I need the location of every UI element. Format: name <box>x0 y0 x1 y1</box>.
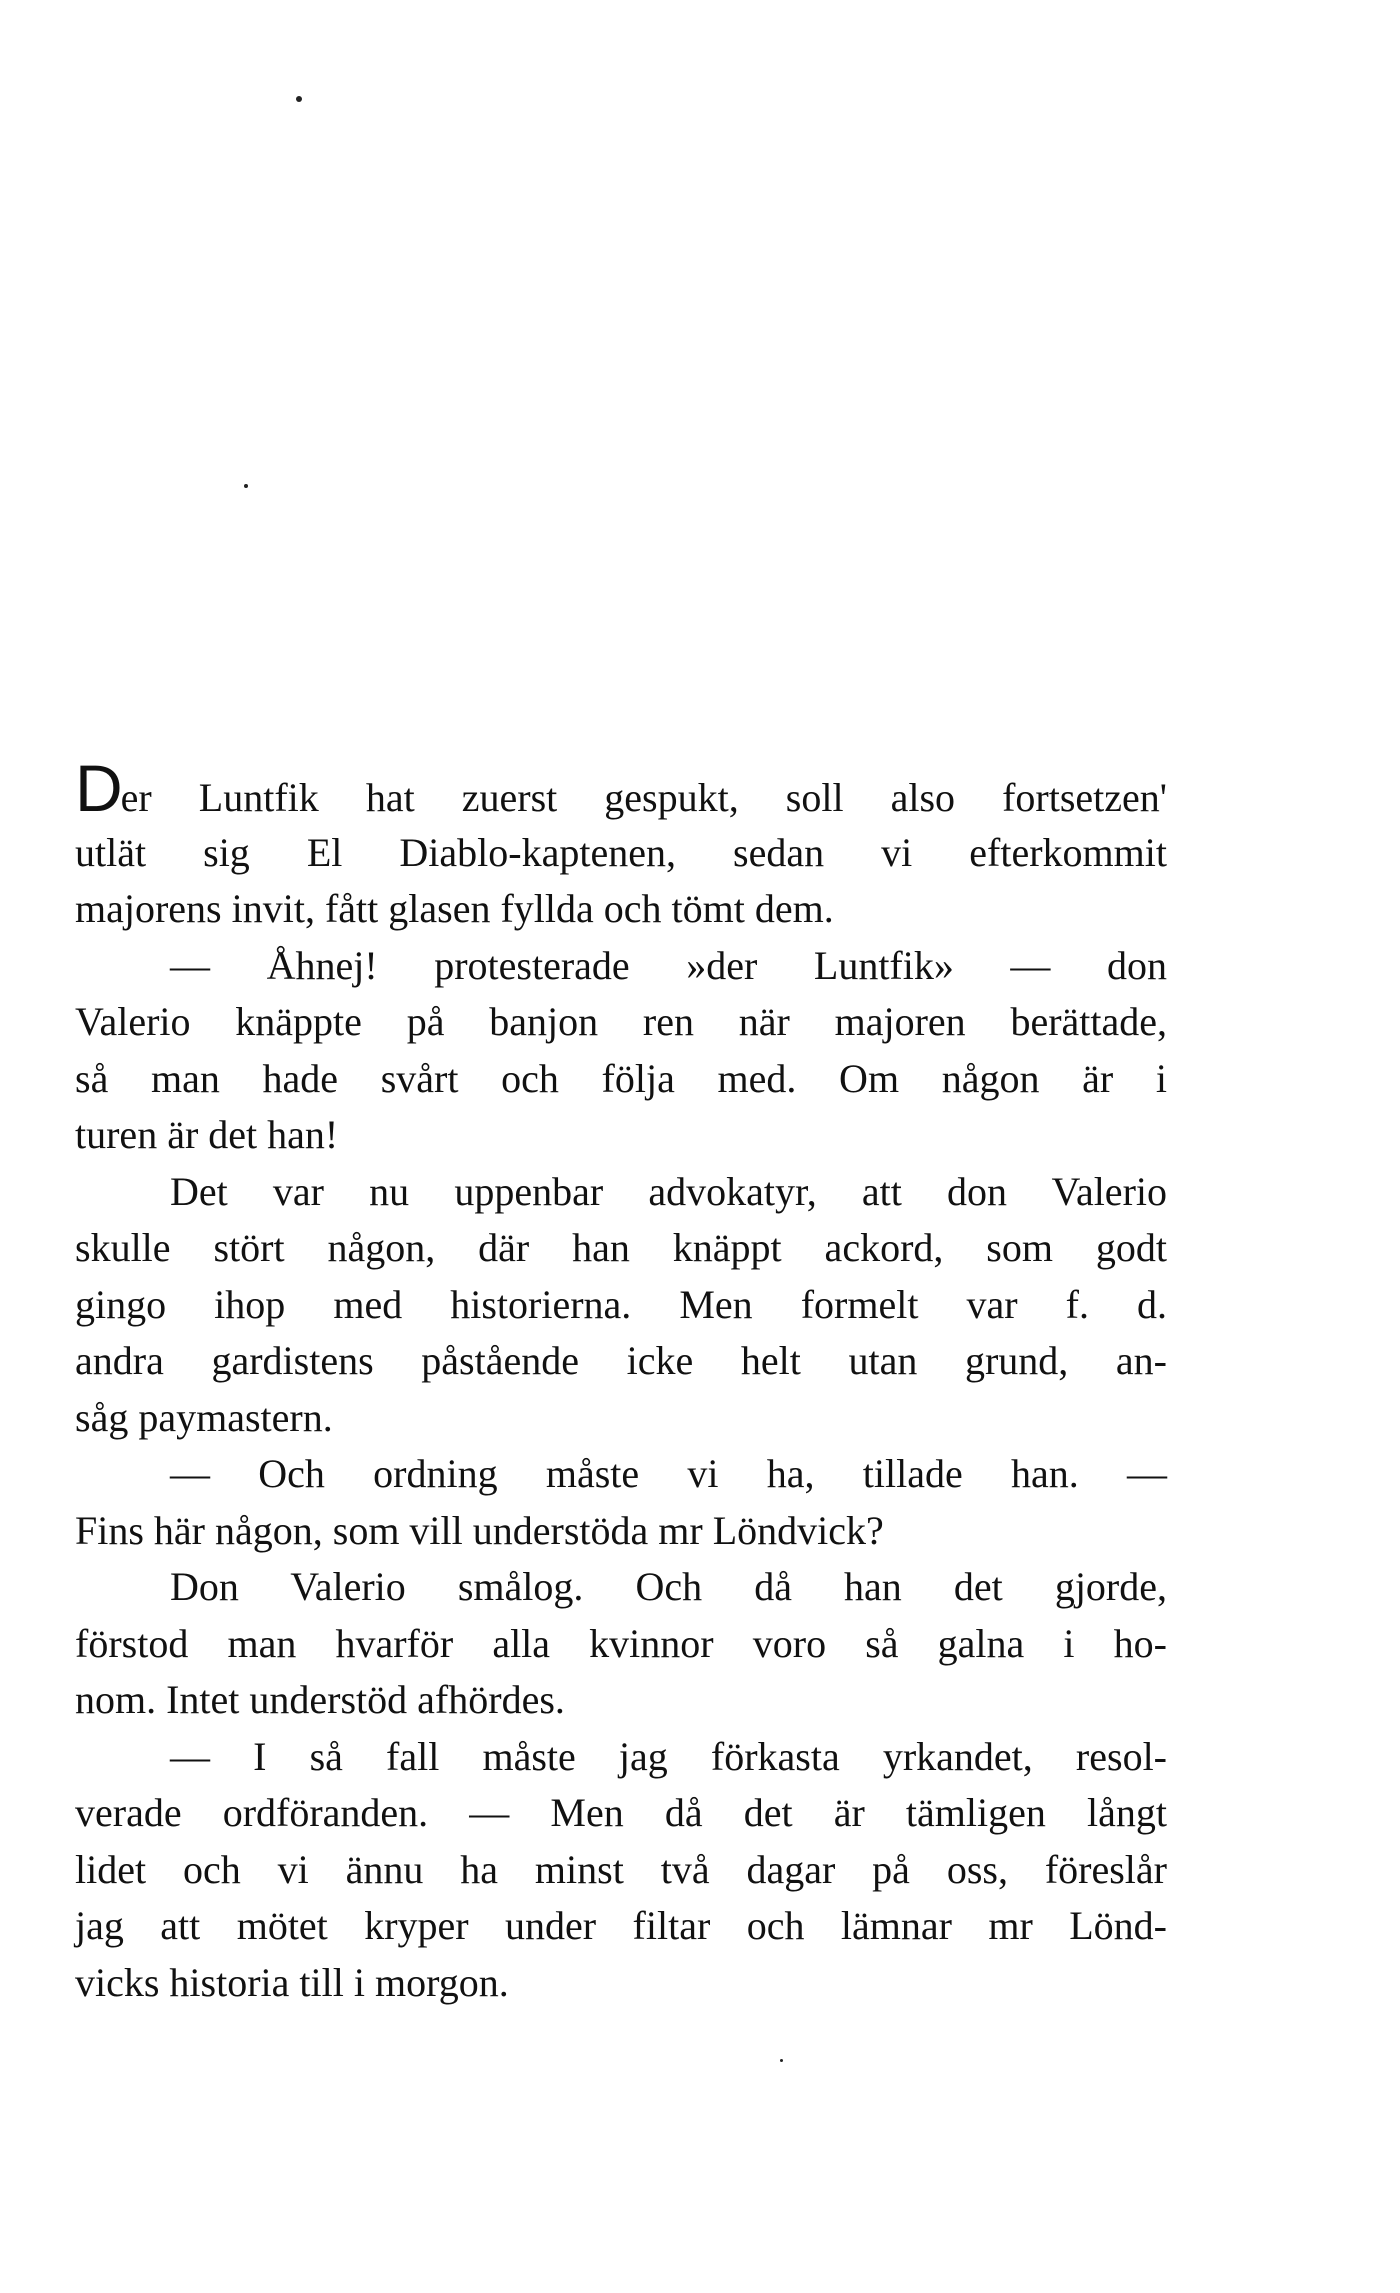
text-line: skulle stört någon, där han knäppt ackord, som godt <box>75 1225 1167 1270</box>
print-speck <box>296 96 302 102</box>
print-speck <box>780 2059 783 2062</box>
text-line: vicks historia till i morgon. <box>75 1959 509 2005</box>
text-line: gingo ihop med historierna. Men formelt var f. d. <box>75 1281 1167 1327</box>
line-text: er Luntfik hat zuerst gespukt, soll also fortsetzen' <box>120 775 1167 820</box>
text-line: nom. Intet understöd afhördes. <box>75 1677 565 1722</box>
text-line: andra gardistens påstående icke helt utan grund, an- <box>75 1338 1167 1383</box>
text-line: förstod man hvarför alla kvinnor voro så galna i ho- <box>75 1620 1167 1666</box>
text-line: — I så fall måste jag förkasta yrkandet, resol- <box>170 1733 1167 1779</box>
text-line: Don Valerio smålog. Och då han det gjorde, <box>170 1564 1167 1609</box>
text-line: jag att mötet kryper under filtar och lämnar mr Lönd- <box>75 1903 1167 1948</box>
text-line <box>75 751 1167 825</box>
text-line: Valerio knäppte på banjon ren när majoren berättade, <box>75 999 1167 1044</box>
text-line: — Åhnej! protesterade »der Luntfik» — don <box>170 942 1167 988</box>
drop-cap: D <box>75 751 121 825</box>
text-line: turen är det han! <box>75 1112 339 1157</box>
text-line: verade ordföranden. — Men då det är tämligen långt <box>75 1790 1167 1835</box>
text-line: Fins här någon, som vill understöda mr Löndvick? <box>75 1507 884 1553</box>
text-line: majorens invit, fått glasen fyllda och tömt dem. <box>75 886 834 931</box>
print-speck <box>244 484 248 488</box>
text-line: — Och ordning måste vi ha, tillade han. — <box>170 1451 1167 1496</box>
text-line: såg paymastern. <box>75 1394 333 1440</box>
text-line: utlät sig El Diablo-kaptenen, sedan vi efterkommit <box>75 829 1167 875</box>
text-line: Det var nu uppenbar advokatyr, att don Valerio <box>170 1168 1167 1214</box>
text-line: så man hade svårt och följa med. Om någon är i <box>75 1055 1167 1101</box>
body-text <box>75 751 1167 2011</box>
text-line: lidet och vi ännu ha minst två dagar på oss, föreslår <box>75 1846 1167 1892</box>
